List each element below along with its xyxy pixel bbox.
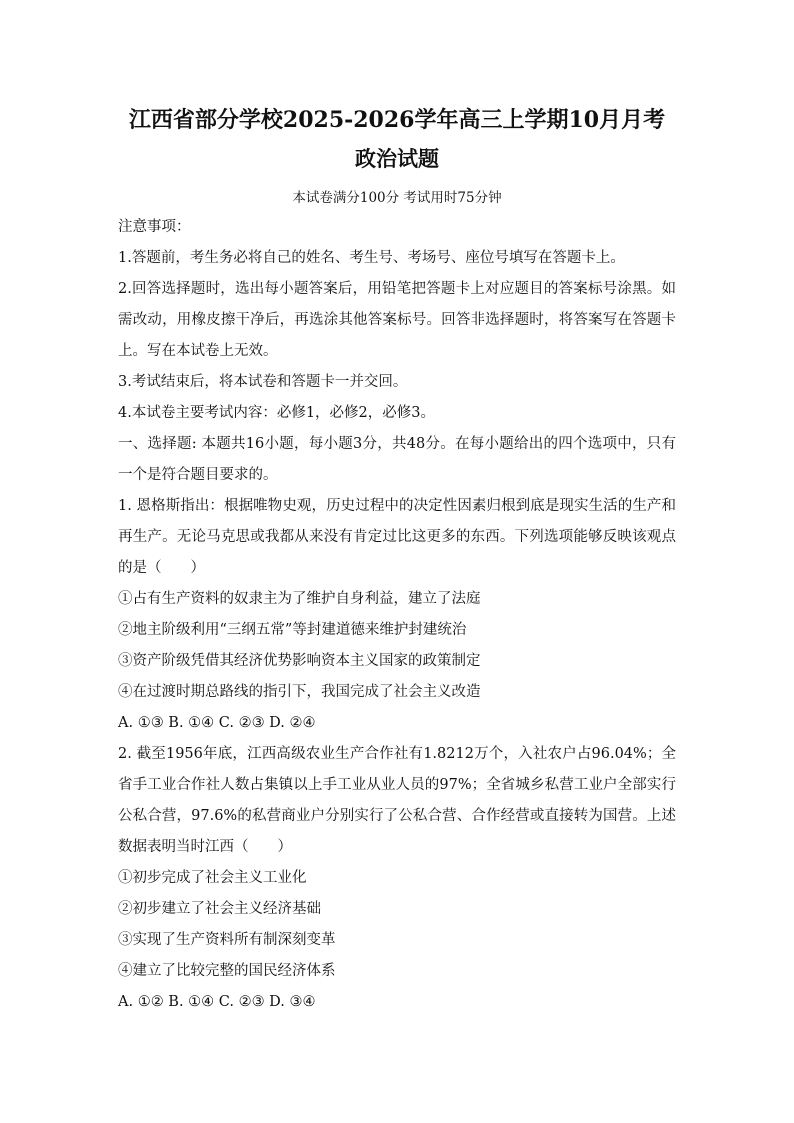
exam-info: 本试卷满分100分 考试用时75分钟 (292, 190, 502, 206)
note-item-4: 4.本试卷主要考试内容：必修1，必修2，必修3。 (118, 405, 436, 421)
question-1-statement-3: ③资产阶级凭借其经济优势影响资本主义国家的政策制定 (118, 653, 481, 669)
question-2-statement-1: ①初步完成了社会主义工业化 (118, 870, 307, 886)
question-2-statement-4: ④建立了比较完整的国民经济体系 (118, 963, 336, 979)
notes-heading: 注意事项： (118, 219, 191, 235)
question-2-options: A. ①② B. ①④ C. ②③ D. ③④ (118, 994, 316, 1010)
question-1-statement-2: ②地主阶级利用“三纲五常”等封建道德来维护封建统治 (118, 622, 467, 638)
note-item-1: 1.答题前，考生务必将自己的姓名、考生号、考场号、座位号填写在答题卡上。 (118, 250, 625, 266)
section-heading: 一、选择题: 本题共16小题，每小题3分，共48分。在每小题给出的四个选项中，只有一个是符合题目要求的。 (118, 436, 676, 483)
question-2-stem: 2. 截至1956年底，江西高级农业生产合作社有1.8212万个，入社农户占96.04%；全省手工业合作社人数占集镇以上手工业从业人员的97%；全省城乡私营工业户全部实行公私合营，97.6%的私营商业户分别实行了公私合营、合作经营或直接转为国营。上述数据表明当时江西（ ） (118, 746, 676, 855)
question-1-options: A. ①③ B. ①④ C. ②③ D. ②④ (118, 715, 316, 731)
question-1-stem: 1. 恩格斯指出：根据唯物史观，历史过程中的决定性因素归根到底是现实生活的生产和再生产。无论马克思或我都从来没有肯定过比这更多的东西。下列选项能够反映该观点的是（ ） (118, 498, 676, 576)
question-2-statement-3: ③实现了生产资料所有制深刻变革 (118, 932, 336, 948)
note-item-2: 2.回答选择题时，选出每小题答案后，用铅笔把答题卡上对应题目的答案标号涂黑。如需改动，用橡皮擦干净后，再选涂其他答案标号。回答非选择题时，将答案写在答题卡上。写在本试卷上无效。 (118, 281, 676, 359)
exam-title: 江西省部分学校2025-2026学年高三上学期10月月考 (128, 107, 666, 133)
question-1-statement-1: ①占有生产资料的奴隶主为了维护自身利益，建立了法庭 (118, 591, 481, 607)
question-1-statement-4: ④在过渡时期总路线的指引下，我国完成了社会主义改造 (118, 684, 481, 700)
question-2-statement-2: ②初步建立了社会主义经济基础 (118, 901, 321, 917)
note-item-3: 3.考试结束后，将本试卷和答题卡一并交回。 (118, 374, 408, 390)
exam-body (118, 212, 676, 1018)
exam-subject: 政治试题 (355, 146, 439, 171)
